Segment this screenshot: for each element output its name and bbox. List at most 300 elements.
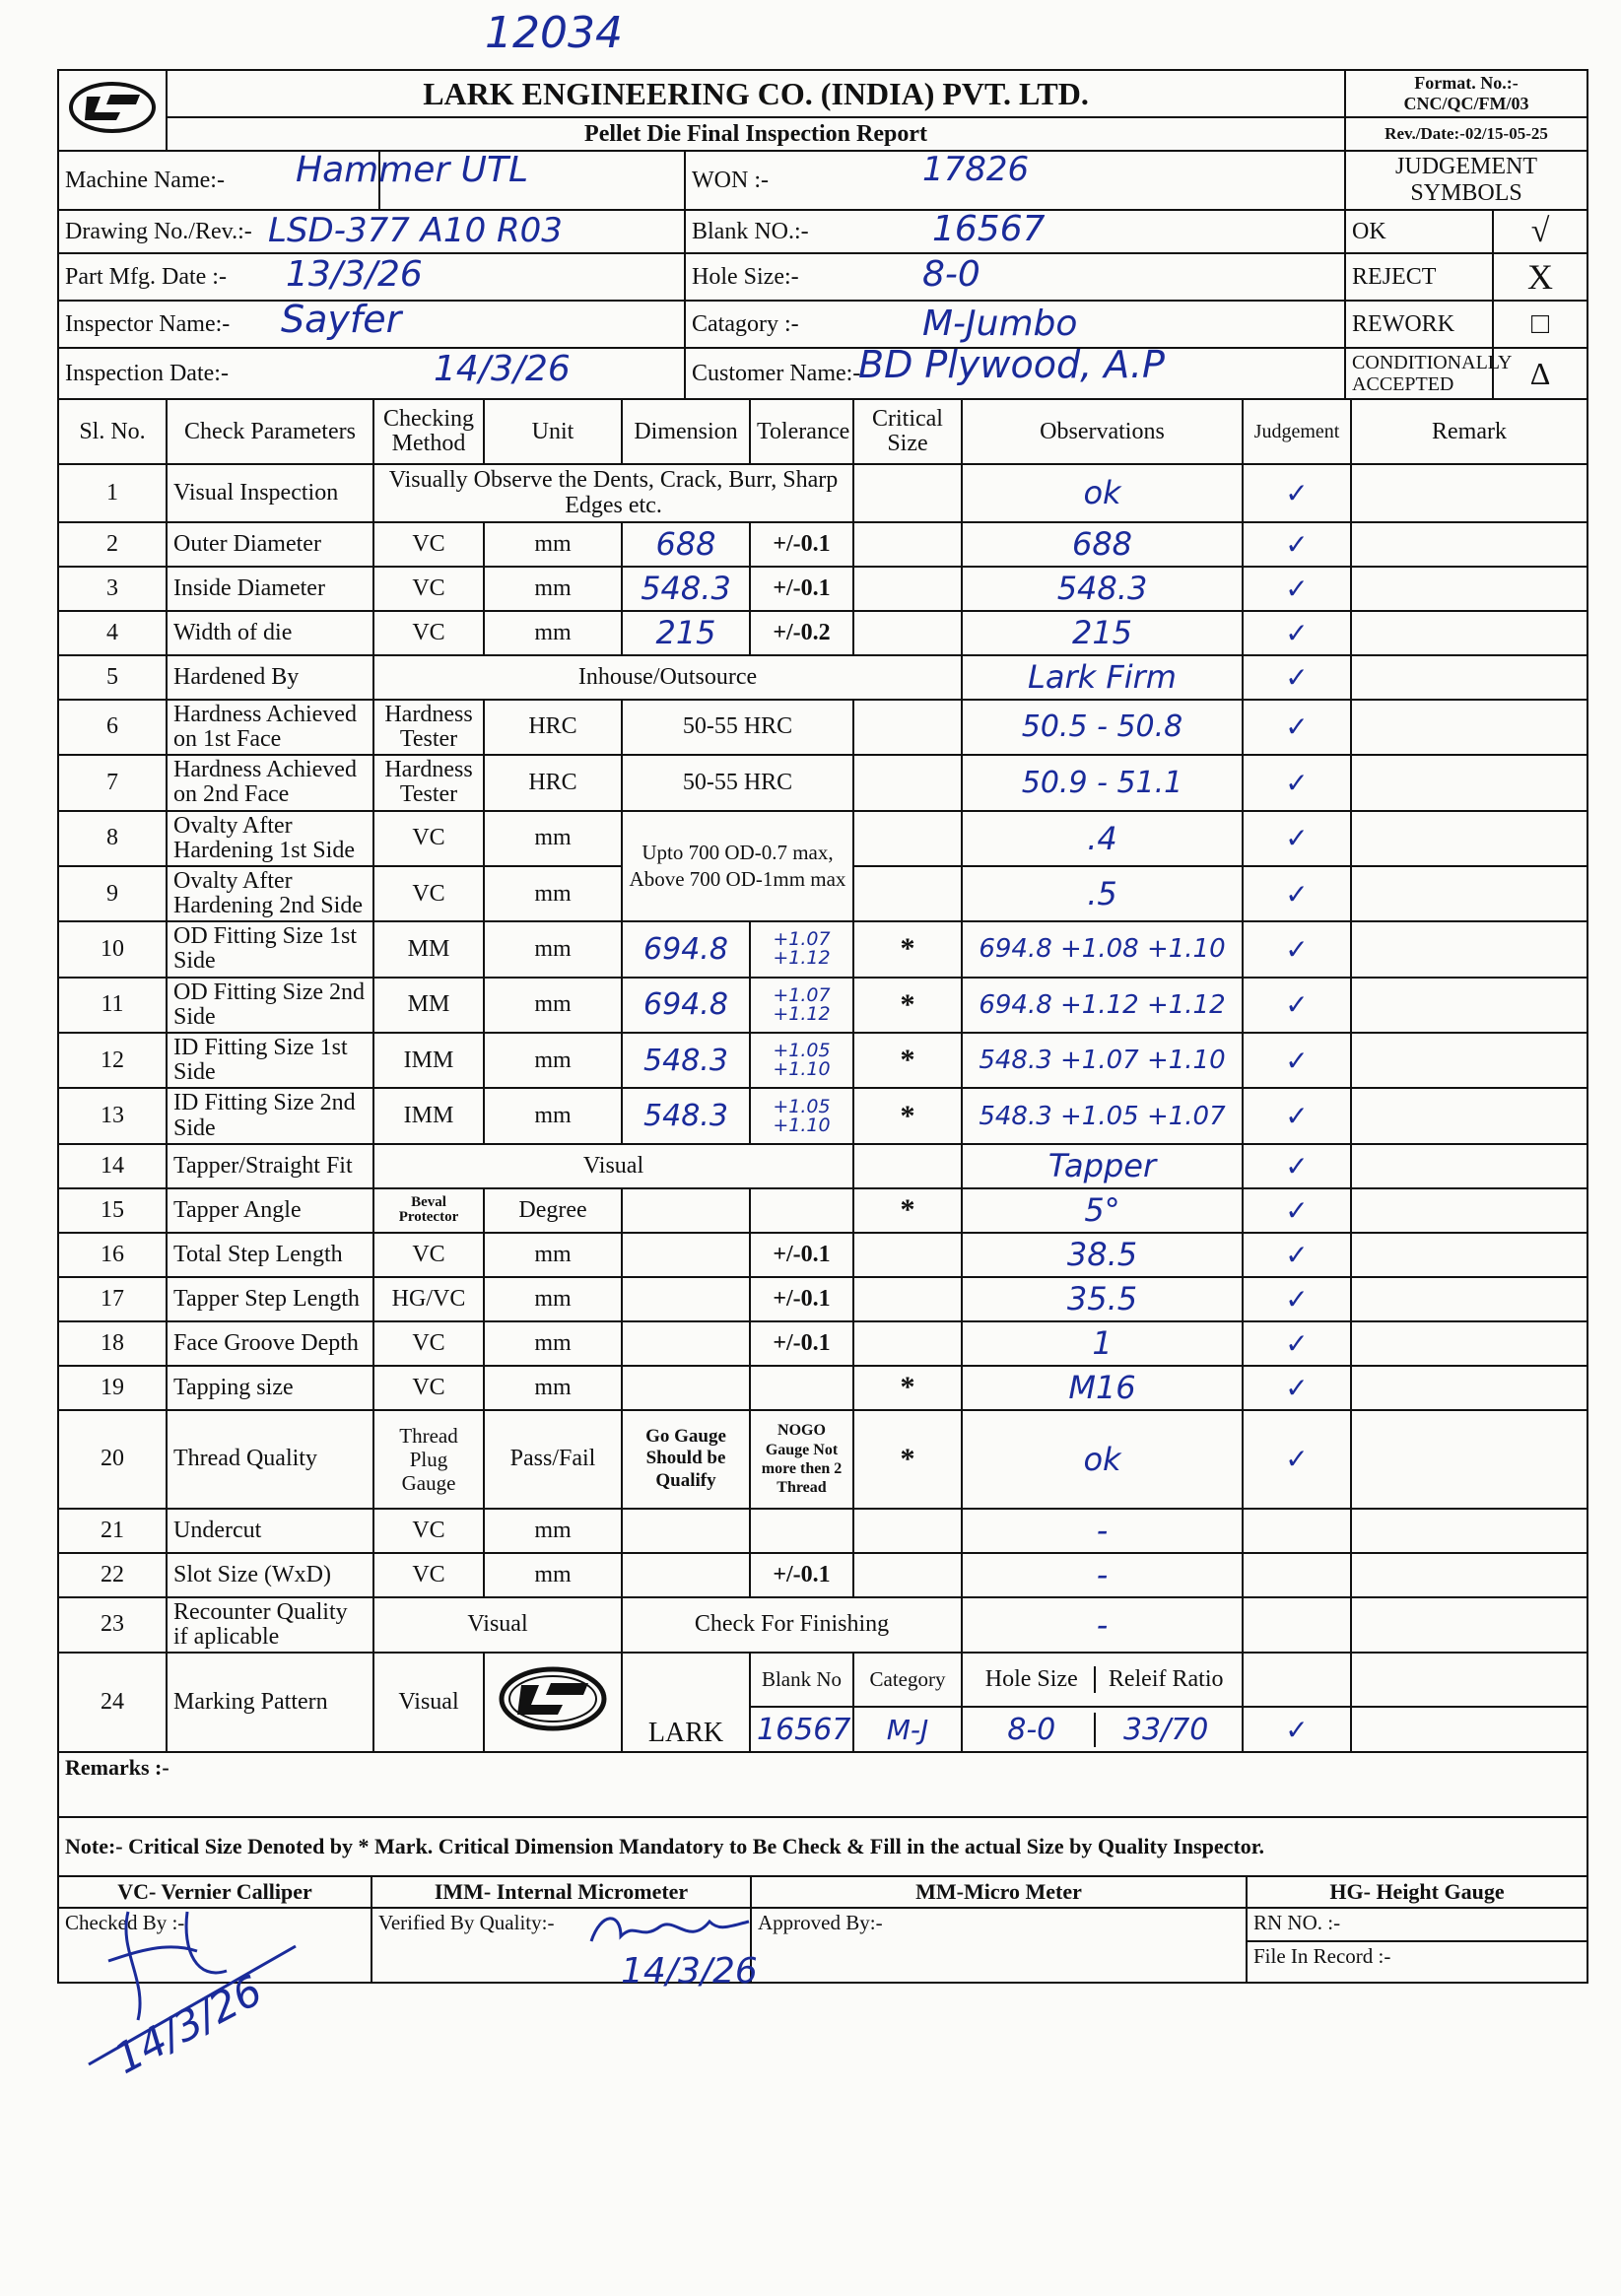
table-cell: Thread Quality	[167, 1410, 373, 1509]
table-cell: mm	[484, 1088, 622, 1143]
table-cell: 1	[58, 464, 167, 522]
table-cell: Visual Inspection	[167, 464, 373, 522]
table-cell: 11	[58, 978, 167, 1033]
table-cell: ✓	[1243, 655, 1351, 700]
table-cell: +1.07 +1.12	[750, 978, 853, 1033]
table-row	[58, 978, 1587, 1033]
table-row	[58, 1366, 1587, 1410]
table-cell: .5	[962, 866, 1243, 921]
table-cell: 10	[58, 921, 167, 977]
table-cell: HRC	[484, 755, 622, 810]
table-cell: 16567	[750, 1707, 853, 1752]
table-cell: mm	[484, 522, 622, 567]
table-cell: *	[853, 1188, 962, 1233]
table-row	[58, 1188, 1587, 1233]
table-cell: 215	[962, 611, 1243, 655]
table-cell: +/-0.1	[750, 1553, 853, 1597]
table-cell: VC	[373, 1321, 484, 1366]
table-row	[58, 1597, 1587, 1653]
table-cell: 694.8 +1.12 +1.12	[962, 978, 1243, 1033]
table-cell: Recounter Quality if aplicable	[167, 1597, 373, 1653]
table-cell: VC	[373, 1366, 484, 1410]
table-cell: M-J	[853, 1707, 962, 1752]
table-cell	[1243, 1509, 1351, 1553]
table-row	[58, 1321, 1587, 1366]
lark-logo-icon	[67, 79, 158, 136]
table-cell: ok	[962, 464, 1243, 522]
table-cell: 5°	[962, 1188, 1243, 1233]
lark-logo-icon	[496, 1663, 610, 1734]
table-cell: mm	[484, 811, 622, 866]
table-cell: 688	[962, 522, 1243, 567]
table-cell	[1351, 1653, 1587, 1707]
table-cell: mm	[484, 1553, 622, 1597]
format-no: Format. No.:-CNC/QC/FM/03	[1345, 70, 1587, 117]
marking-row	[58, 1653, 1587, 1707]
table-cell: ✓	[1243, 755, 1351, 810]
table-cell	[1351, 611, 1587, 655]
rev-date: Rev./Date:-02/15-05-25	[1345, 117, 1587, 151]
table-cell: HG/VC	[373, 1277, 484, 1321]
table-cell: ✓	[1243, 1188, 1351, 1233]
table-cell: ✓	[1243, 1410, 1351, 1509]
table-cell: *	[853, 921, 962, 977]
table-cell	[622, 1321, 750, 1366]
critical-note: Note:- Critical Size Denoted by * Mark. Critical Dimension Mandatory to Be Check & Fill in the actual Size by Quality Inspector.	[58, 1817, 1587, 1876]
table-cell	[1351, 567, 1587, 611]
col-observations: Observations	[962, 399, 1243, 464]
legend-mm: MM-Micro Meter	[751, 1876, 1247, 1908]
table-cell: 1	[962, 1321, 1243, 1366]
table-cell: mm	[484, 567, 622, 611]
table-cell: 18	[58, 1321, 167, 1366]
table-cell: +/-0.1	[750, 1321, 853, 1366]
table-cell	[1351, 1553, 1587, 1597]
table-cell: Visually Observe the Dents, Crack, Burr, Sharp Edges etc.	[373, 464, 853, 522]
table-cell: +/-0.1	[750, 1277, 853, 1321]
table-cell	[1351, 1188, 1587, 1233]
table-cell: ID Fitting Size 1st Side	[167, 1033, 373, 1088]
table-cell: Outer Diameter	[167, 522, 373, 567]
table-row	[58, 1033, 1587, 1088]
mfg-date-field: Part Mfg. Date :- 13/3/26	[58, 253, 685, 301]
table-cell: ID Fitting Size 2nd Side	[167, 1088, 373, 1143]
table-cell: 694.8	[622, 921, 750, 977]
machine-name-field: Machine Name:- Hammer UTL	[58, 151, 379, 210]
legend-imm: IMM- Internal Micrometer	[371, 1876, 751, 1908]
verified-by: Verified By Quality:-	[371, 1908, 751, 1983]
table-cell: 15	[58, 1188, 167, 1233]
table-cell: ✓	[1243, 1088, 1351, 1143]
inspector-field: Inspector Name:- Sayfer	[58, 301, 685, 348]
table-cell: VC	[373, 866, 484, 921]
table-cell: 3	[58, 567, 167, 611]
col-remark: Remark	[1351, 399, 1587, 464]
table-cell: VC	[373, 611, 484, 655]
company-logo	[58, 70, 167, 151]
table-cell: ✓	[1243, 1144, 1351, 1188]
table-cell	[853, 1233, 962, 1277]
inspection-date-field: Inspection Date:- 14/3/26	[58, 348, 685, 399]
table-cell: Hardness Tester	[373, 755, 484, 810]
table-cell: OD Fitting Size 2nd Side	[167, 978, 373, 1033]
table-cell	[1351, 811, 1587, 866]
checked-by: Checked By :-	[58, 1908, 371, 1983]
table-cell: *	[853, 1366, 962, 1410]
table-row	[58, 1410, 1587, 1509]
table-cell: 17	[58, 1277, 167, 1321]
table-cell	[853, 522, 962, 567]
table-cell: +1.05 +1.10	[750, 1088, 853, 1143]
hole-size-field: Hole Size:- 8-0	[685, 253, 1345, 301]
table-cell: 50.5 - 50.8	[962, 700, 1243, 755]
inspection-table	[57, 398, 1588, 1877]
drawing-no-field: Drawing No./Rev.:- LSD-377 A10 R03	[58, 210, 685, 253]
table-cell: Ovalty After Hardening 2nd Side	[167, 866, 373, 921]
table-cell: VC	[373, 1509, 484, 1553]
table-cell	[1351, 866, 1587, 921]
table-cell	[750, 1366, 853, 1410]
table-row	[58, 755, 1587, 810]
table-cell: mm	[484, 1233, 622, 1277]
remarks-label: Remarks :-	[58, 1752, 1587, 1817]
table-cell: OD Fitting Size 1st Side	[167, 921, 373, 977]
table-cell: 548.3	[622, 1088, 750, 1143]
table-cell: Check For Finishing	[622, 1597, 962, 1653]
table-cell: VC	[373, 1553, 484, 1597]
table-cell: 7	[58, 755, 167, 810]
table-cell: Pass/Fail	[484, 1410, 622, 1509]
table-cell: Undercut	[167, 1509, 373, 1553]
checker-signature	[79, 1892, 315, 2089]
table-cell: Tapping size	[167, 1366, 373, 1410]
table-cell	[853, 567, 962, 611]
table-row	[58, 1509, 1587, 1553]
table-cell: mm	[484, 1366, 622, 1410]
table-cell: 2	[58, 522, 167, 567]
table-cell	[1351, 1509, 1587, 1553]
rn-no: RN NO. :-	[1248, 1909, 1587, 1942]
top-number: 12034	[485, 8, 623, 58]
symbol-conditional: Δ	[1493, 348, 1587, 399]
table-cell: Total Step Length	[167, 1233, 373, 1277]
table-cell: +/-0.1	[750, 522, 853, 567]
table-cell: ✓	[1243, 866, 1351, 921]
table-cell	[750, 1509, 853, 1553]
table-cell: Tapper	[962, 1144, 1243, 1188]
table-cell	[1351, 978, 1587, 1033]
table-cell: ✓	[1243, 1033, 1351, 1088]
table-cell	[853, 811, 962, 866]
table-cell: 6	[58, 700, 167, 755]
table-cell: 23	[58, 1597, 167, 1653]
symbol-reject: X	[1493, 253, 1587, 301]
col-critical: Critical Size	[853, 399, 962, 464]
table-cell	[853, 1144, 962, 1188]
table-cell	[1243, 1597, 1351, 1653]
table-cell: 5	[58, 655, 167, 700]
table-cell: ✓	[1243, 1277, 1351, 1321]
table-cell	[853, 866, 962, 921]
table-cell: 548.3	[962, 567, 1243, 611]
table-cell: Visual	[373, 1653, 484, 1752]
table-cell: ✓	[1243, 522, 1351, 567]
col-method: Checking Method	[373, 399, 484, 464]
checker-date: 14/3/26	[105, 1965, 270, 2084]
table-cell: Slot Size (WxD)	[167, 1553, 373, 1597]
table-cell	[853, 464, 962, 522]
legend-vc: VC- Vernier Calliper	[58, 1876, 371, 1908]
col-dimension: Dimension	[622, 399, 750, 464]
table-row	[58, 1553, 1587, 1597]
col-judgement: Judgement	[1243, 399, 1351, 464]
table-cell: +/-0.1	[750, 567, 853, 611]
table-cell: VC	[373, 1233, 484, 1277]
table-cell: IMM	[373, 1033, 484, 1088]
table-cell	[1351, 921, 1587, 977]
table-cell: ✓	[1243, 1321, 1351, 1366]
blank-no-field: Blank NO.:- 16567	[685, 210, 1345, 253]
table-cell: Tapper Angle	[167, 1188, 373, 1233]
table-cell: .4	[962, 811, 1243, 866]
table-cell: 694.8 +1.08 +1.10	[962, 921, 1243, 977]
won-field: WON :- 17826	[685, 151, 1345, 210]
table-cell: Beval Protector	[373, 1188, 484, 1233]
symbol-reject-label: REJECT	[1345, 253, 1493, 301]
table-cell	[853, 1321, 962, 1366]
table-cell: VC	[373, 811, 484, 866]
table-cell	[622, 1233, 750, 1277]
table-cell: Tapper/Straight Fit	[167, 1144, 373, 1188]
table-cell: -	[962, 1597, 1243, 1653]
table-cell: VC	[373, 567, 484, 611]
table-cell: mm	[484, 866, 622, 921]
table-cell	[622, 1509, 750, 1553]
table-cell: mm	[484, 921, 622, 977]
table-cell: NOGO Gauge Not more then 2 Thread	[750, 1410, 853, 1509]
table-cell	[1351, 1321, 1587, 1366]
table-row	[58, 1277, 1587, 1321]
table-cell: Category	[853, 1653, 962, 1707]
table-cell: Visual	[373, 1597, 622, 1653]
table-cell	[853, 611, 962, 655]
table-cell: ✓	[1243, 1366, 1351, 1410]
company-name: LARK ENGINEERING CO. (INDIA) PVT. LTD.	[167, 70, 1345, 117]
table-cell: ok	[962, 1410, 1243, 1509]
table-cell	[750, 1188, 853, 1233]
table-cell: Thread Plug Gauge	[373, 1410, 484, 1509]
col-tolerance: Tolerance	[750, 399, 853, 464]
table-cell	[622, 1553, 750, 1597]
marking-logo	[484, 1653, 622, 1752]
table-cell: Hardness Achieved on 1st Face	[167, 700, 373, 755]
table-cell: mm	[484, 978, 622, 1033]
header-table	[57, 69, 1588, 400]
table-cell: 21	[58, 1509, 167, 1553]
table-cell: LARK	[622, 1653, 750, 1752]
table-cell: mm	[484, 1321, 622, 1366]
report-subtitle: Pellet Die Final Inspection Report	[167, 117, 1345, 151]
table-cell: ✓	[1243, 978, 1351, 1033]
table-cell: ✓	[1243, 464, 1351, 522]
table-row	[58, 464, 1587, 522]
table-cell	[1351, 1410, 1587, 1509]
table-cell: ✓	[1243, 700, 1351, 755]
table-row	[58, 811, 1587, 866]
table-cell: 22	[58, 1553, 167, 1597]
table-cell: mm	[484, 611, 622, 655]
table-cell: -	[962, 1553, 1243, 1597]
table-cell	[1351, 1597, 1587, 1653]
table-cell	[622, 1277, 750, 1321]
table-cell	[1243, 1553, 1351, 1597]
symbol-rework-label: REWORK	[1345, 301, 1493, 348]
table-cell: 688	[622, 522, 750, 567]
table-cell: 14	[58, 1144, 167, 1188]
symbol-ok: √	[1493, 210, 1587, 253]
table-cell: Visual	[373, 1144, 853, 1188]
col-sl: Sl. No.	[58, 399, 167, 464]
table-cell: 4	[58, 611, 167, 655]
table-cell	[1351, 1144, 1587, 1188]
table-cell	[853, 1277, 962, 1321]
table-cell: +1.05 +1.10	[750, 1033, 853, 1088]
table-cell: -	[962, 1509, 1243, 1553]
judgement-symbols-title: JUDGEMENT SYMBOLS	[1345, 151, 1587, 210]
table-cell: Hardness Tester	[373, 700, 484, 755]
file-in-record: File In Record :-	[1253, 1944, 1391, 1969]
table-cell: M16	[962, 1366, 1243, 1410]
table-cell: Face Groove Depth	[167, 1321, 373, 1366]
verifier-date: 14/3/26	[621, 1951, 758, 1992]
table-cell	[853, 1509, 962, 1553]
table-cell: Inhouse/Outsource	[373, 655, 962, 700]
table-cell: Tapper Step Length	[167, 1277, 373, 1321]
table-cell: +/-0.1	[750, 1233, 853, 1277]
marking-hole-relief-values: 8-0 33/70	[962, 1707, 1243, 1752]
table-cell: 548.3 +1.07 +1.10	[962, 1033, 1243, 1088]
table-cell: *	[853, 1033, 962, 1088]
table-cell	[1351, 1707, 1587, 1752]
table-cell: IMM	[373, 1088, 484, 1143]
table-cell: Inside Diameter	[167, 567, 373, 611]
table-cell: 694.8	[622, 978, 750, 1033]
table-cell: Blank No	[750, 1653, 853, 1707]
table-cell	[1351, 1277, 1587, 1321]
table-cell	[1351, 464, 1587, 522]
table-cell: *	[853, 1088, 962, 1143]
table-cell	[1351, 1366, 1587, 1410]
ovalty-spec: Upto 700 OD-0.7 max, Above 700 OD-1mm max	[622, 811, 853, 922]
table-row	[58, 1233, 1587, 1277]
table-cell: ✓	[1243, 1707, 1351, 1752]
table-cell: ✓	[1243, 921, 1351, 977]
table-cell: ✓	[1243, 811, 1351, 866]
col-param: Check Parameters	[167, 399, 373, 464]
table-cell	[853, 755, 962, 810]
table-cell	[1351, 655, 1587, 700]
category-field: Catagory :- M-Jumbo	[685, 301, 1345, 348]
table-cell: 9	[58, 866, 167, 921]
table-cell: 50.9 - 51.1	[962, 755, 1243, 810]
customer-field: Customer Name:- BD Plywood, A.P	[685, 348, 1345, 399]
table-cell	[1351, 1233, 1587, 1277]
table-cell: 50-55 HRC	[622, 755, 853, 810]
table-cell: 20	[58, 1410, 167, 1509]
table-cell	[1351, 755, 1587, 810]
table-cell: Hardness Achieved on 2nd Face	[167, 755, 373, 810]
legend-hg: HG- Height Gauge	[1247, 1876, 1587, 1908]
table-cell: 13	[58, 1088, 167, 1143]
table-row	[58, 655, 1587, 700]
table-cell	[622, 1188, 750, 1233]
table-cell	[1351, 1033, 1587, 1088]
table-cell: 19	[58, 1366, 167, 1410]
table-cell: Marking Pattern	[167, 1653, 373, 1752]
symbol-conditional-label: CONDITIONALLY ACCEPTED	[1345, 348, 1493, 399]
table-row	[58, 1144, 1587, 1188]
table-cell: 50-55 HRC	[622, 700, 853, 755]
table-cell: +1.07 +1.12	[750, 921, 853, 977]
table-cell: mm	[484, 1277, 622, 1321]
table-cell: 12	[58, 1033, 167, 1088]
table-cell	[1243, 1653, 1351, 1707]
inspection-report	[57, 69, 1587, 1971]
table-cell: *	[853, 1410, 962, 1509]
table-cell: 548.3	[622, 1033, 750, 1088]
table-cell: Ovalty After Hardening 1st Side	[167, 811, 373, 866]
table-cell: 35.5	[962, 1277, 1243, 1321]
table-cell	[622, 1366, 750, 1410]
table-cell: VC	[373, 522, 484, 567]
table-row	[58, 1088, 1587, 1143]
table-cell: Hardened By	[167, 655, 373, 700]
symbol-ok-label: OK	[1345, 210, 1493, 253]
table-cell: +/-0.2	[750, 611, 853, 655]
table-cell: MM	[373, 978, 484, 1033]
table-cell	[853, 700, 962, 755]
table-cell: Degree	[484, 1188, 622, 1233]
table-row	[58, 522, 1587, 567]
table-cell	[853, 1553, 962, 1597]
table-cell: *	[853, 978, 962, 1033]
table-cell: mm	[484, 1033, 622, 1088]
table-cell: Lark Firm	[962, 655, 1243, 700]
table-cell: 24	[58, 1653, 167, 1752]
marking-hole-relief-headers: Hole Size Releif Ratio	[962, 1653, 1243, 1707]
table-cell	[1351, 1088, 1587, 1143]
table-row	[58, 611, 1587, 655]
table-cell: MM	[373, 921, 484, 977]
table-cell: Width of die	[167, 611, 373, 655]
table-row	[58, 567, 1587, 611]
table-cell: 8	[58, 811, 167, 866]
table-row	[58, 700, 1587, 755]
symbol-rework: □	[1493, 301, 1587, 348]
table-cell: mm	[484, 1509, 622, 1553]
record-box	[1247, 1908, 1587, 1983]
table-cell: HRC	[484, 700, 622, 755]
table-cell: ✓	[1243, 567, 1351, 611]
table-cell	[1351, 700, 1587, 755]
table-cell: 548.3	[622, 567, 750, 611]
col-unit: Unit	[484, 399, 622, 464]
table-cell: 215	[622, 611, 750, 655]
table-cell: 548.3 +1.05 +1.07	[962, 1088, 1243, 1143]
table-cell: 38.5	[962, 1233, 1243, 1277]
table-cell: Go Gauge Should be Qualify	[622, 1410, 750, 1509]
table-cell: 16	[58, 1233, 167, 1277]
